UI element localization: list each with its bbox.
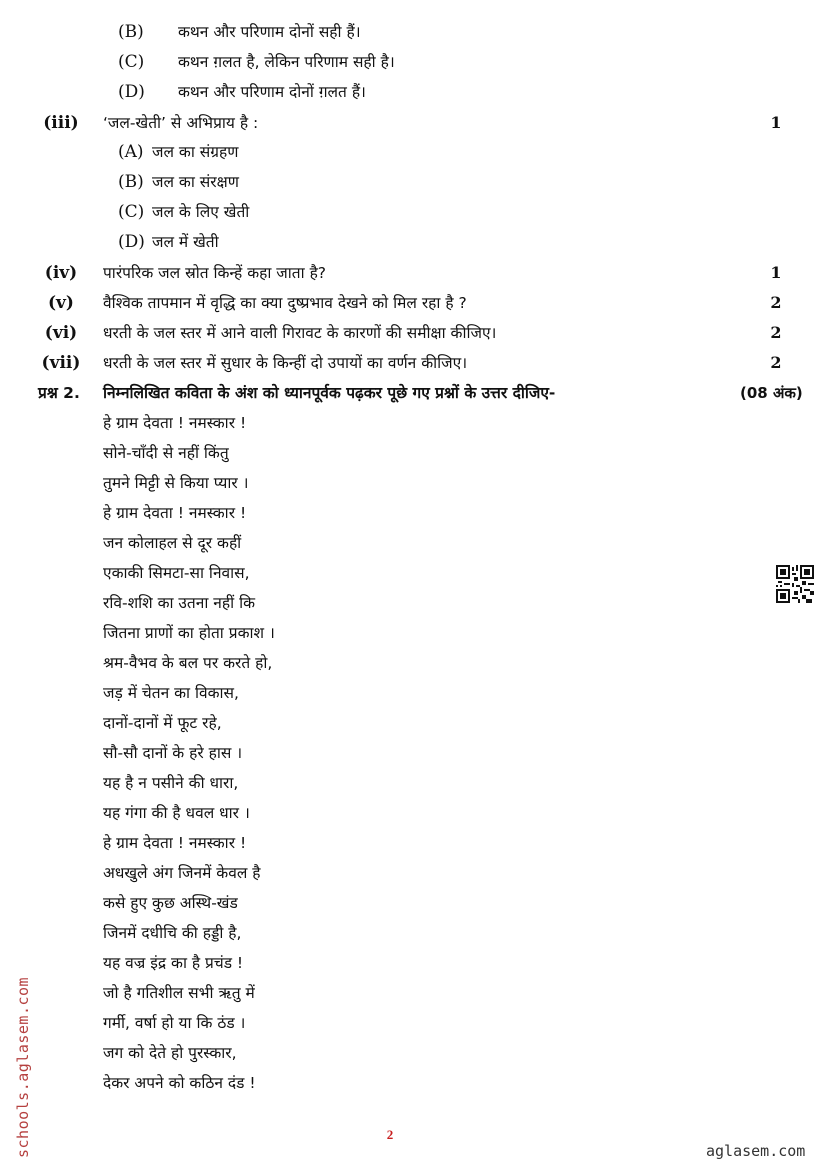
question-number: (v) bbox=[48, 293, 74, 313]
poem-line: हे ग्राम देवता ! नमस्कार ! bbox=[103, 504, 247, 522]
question-2-marks: (08 अंक) bbox=[740, 384, 803, 402]
question-number: (vii) bbox=[41, 353, 81, 373]
option-label: (C) bbox=[118, 52, 145, 72]
bottom-watermark: aglasem.com bbox=[706, 1142, 806, 1160]
option-label: (D) bbox=[118, 82, 145, 102]
poem-line: देकर अपने को कठिन दंड ! bbox=[103, 1074, 256, 1092]
poem-line: हे ग्राम देवता ! नमस्कार ! bbox=[103, 834, 247, 852]
poem-line: यह गंगा की है धवल धार । bbox=[103, 804, 250, 822]
question-marks: 1 bbox=[770, 113, 782, 132]
poem-line: गर्मी, वर्षा हो या कि ठंड । bbox=[103, 1014, 246, 1032]
question-2-instruction: निम्नलिखित कविता के अंश को ध्यानपूर्वक पढ़कर पूछे गए प्रश्नों के उत्तर दीजिए- bbox=[103, 384, 556, 402]
question-number: (vi) bbox=[44, 323, 78, 343]
option-text: कथन और परिणाम दोनों सही हैं। bbox=[178, 23, 361, 41]
question-marks: 2 bbox=[770, 353, 782, 372]
question-text: ‘जल-खेती’ से अभिप्राय है : bbox=[103, 114, 259, 132]
poem-line: यह वज्र इंद्र का है प्रचंड ! bbox=[103, 954, 244, 972]
option-label: (A) bbox=[118, 142, 144, 162]
option-text: जल का संरक्षण bbox=[152, 173, 239, 191]
question-text: वैश्विक तापमान में वृद्धि का क्या दुष्प्रभाव देखने को मिल रहा है ? bbox=[103, 294, 467, 312]
question-marks: 2 bbox=[770, 293, 782, 312]
poem-line: जो है गतिशील सभी ऋतु में bbox=[103, 984, 255, 1002]
side-watermark: schools.aglasem.com bbox=[14, 976, 32, 1158]
poem-line: कसे हुए कुछ अस्थि-खंड bbox=[103, 894, 238, 912]
question-text: धरती के जल स्तर में सुधार के किन्हीं दो उपायों का वर्णन कीजिए। bbox=[103, 354, 468, 372]
poem-line: जन कोलाहल से दूर कहीं bbox=[103, 534, 242, 552]
question-2-label: प्रश्न 2. bbox=[38, 384, 80, 402]
qr-code-icon bbox=[776, 565, 814, 603]
option-text: जल में खेती bbox=[152, 233, 219, 251]
question-text: पारंपरिक जल स्रोत किन्हें कहा जाता है? bbox=[103, 264, 327, 282]
poem-line: श्रम-वैभव के बल पर करते हो, bbox=[103, 654, 273, 672]
poem-line: अधखुले अंग जिनमें केवल है bbox=[103, 864, 261, 882]
question-marks: 2 bbox=[770, 323, 782, 342]
poem-line: जग को देते हो पुरस्कार, bbox=[103, 1044, 237, 1062]
poem-line: सौ-सौ दानों के हरे हास । bbox=[103, 744, 243, 762]
poem-line: यह है न पसीने की धारा, bbox=[103, 774, 239, 792]
question-text: धरती के जल स्तर में आने वाली गिरावट के कारणों की समीक्षा कीजिए। bbox=[103, 324, 497, 342]
question-marks: 1 bbox=[770, 263, 782, 282]
poem-line: हे ग्राम देवता ! नमस्कार ! bbox=[103, 414, 247, 432]
poem-line: रवि-शशि का उतना नहीं कि bbox=[103, 594, 255, 612]
poem-line: तुमने मिट्टी से किया प्यार । bbox=[103, 474, 249, 492]
poem-line: जड़ में चेतन का विकास, bbox=[103, 684, 239, 702]
option-text: कथन ग़लत है, लेकिन परिणाम सही है। bbox=[178, 53, 395, 71]
option-text: कथन और परिणाम दोनों ग़लत हैं। bbox=[178, 83, 366, 101]
poem-line: जिनमें दधीचि की हड्डी है, bbox=[103, 924, 242, 942]
option-label: (C) bbox=[118, 202, 145, 222]
page-number: 2 bbox=[386, 1127, 394, 1142]
poem-line: जितना प्राणों का होता प्रकाश । bbox=[103, 624, 275, 642]
question-number: (iii) bbox=[43, 113, 79, 133]
question-number: (iv) bbox=[44, 263, 78, 283]
option-label: (B) bbox=[118, 172, 144, 192]
option-label: (D) bbox=[118, 232, 145, 252]
option-text: जल का संग्रहण bbox=[152, 143, 239, 161]
poem-line: सोने-चाँदी से नहीं किंतु bbox=[103, 444, 229, 462]
poem-line: एकाकी सिमटा-सा निवास, bbox=[103, 564, 250, 582]
option-text: जल के लिए खेती bbox=[152, 203, 250, 221]
option-label: (B) bbox=[118, 22, 144, 42]
poem-line: दानों-दानों में फूट रहे, bbox=[103, 714, 222, 732]
